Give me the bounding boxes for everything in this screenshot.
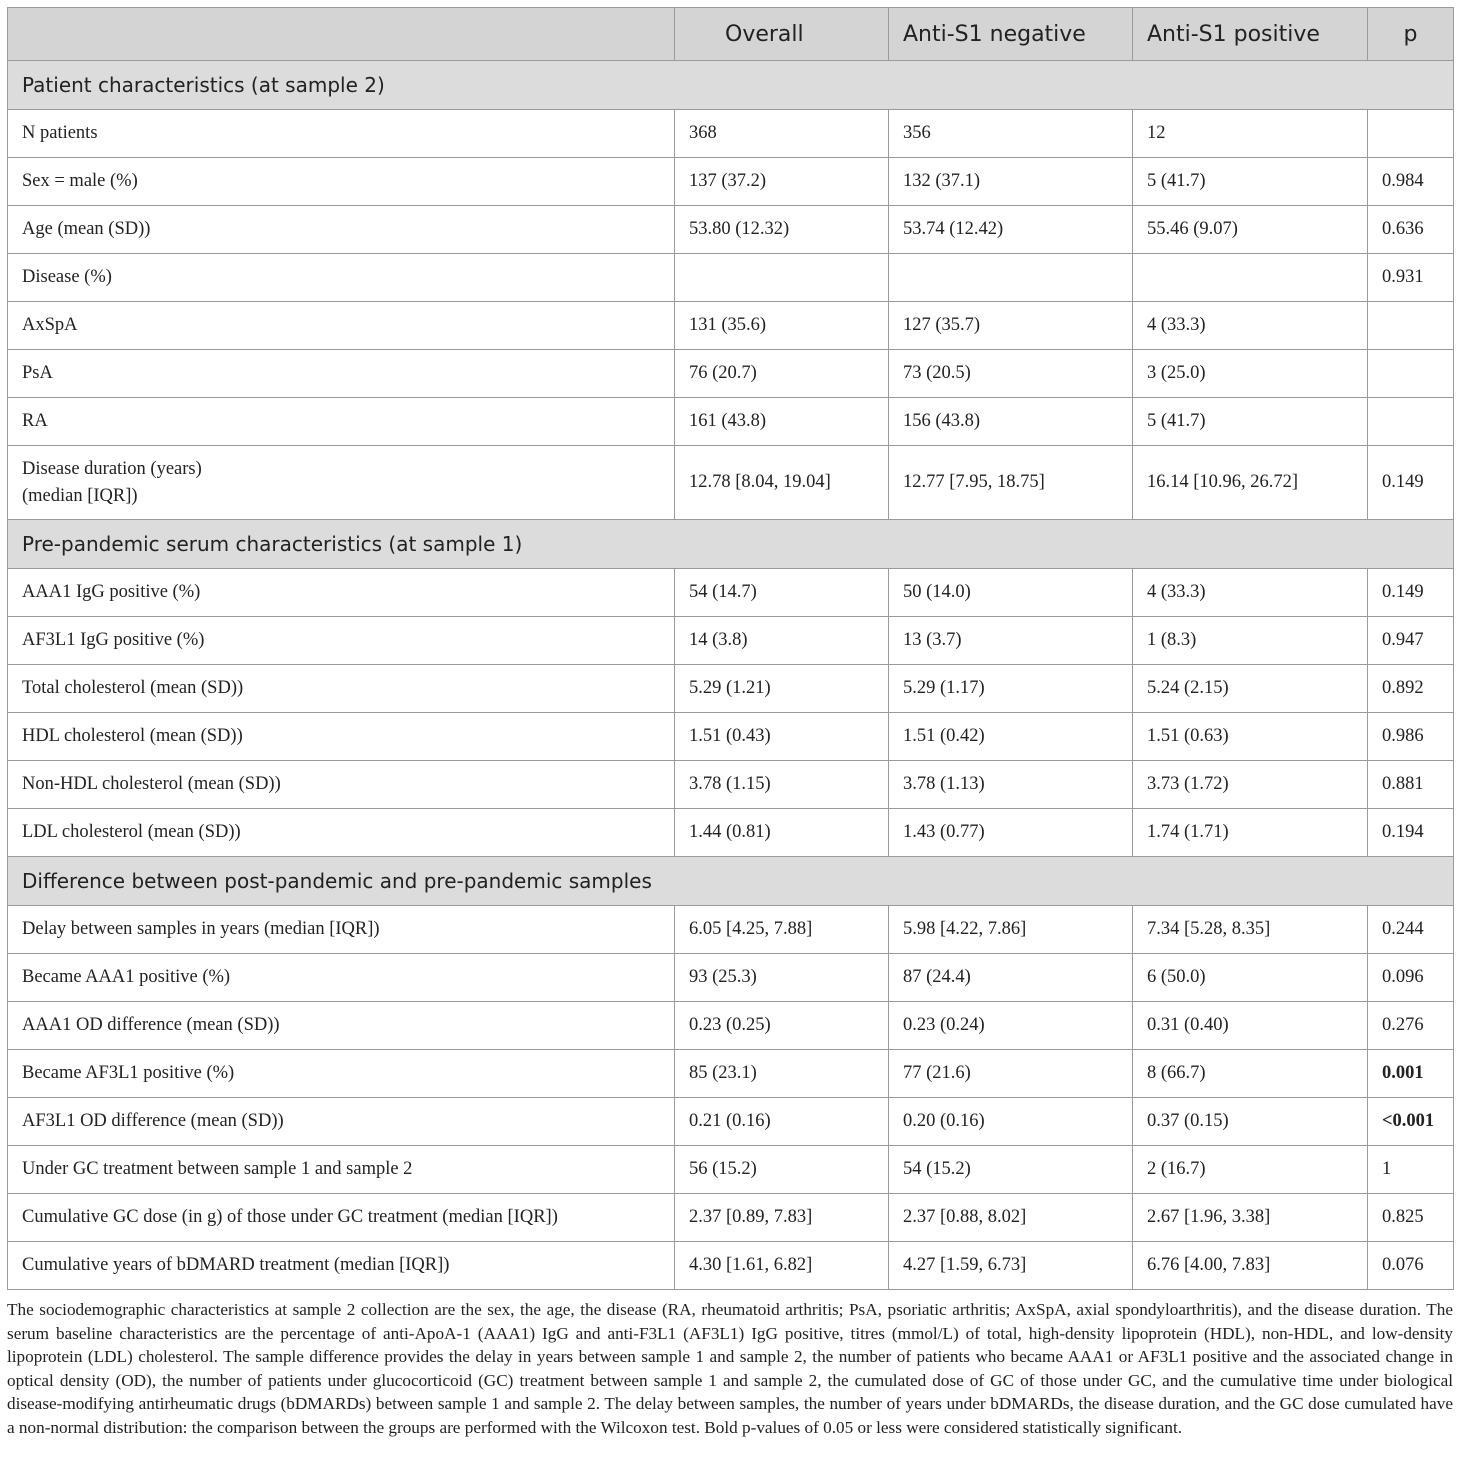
row-label: LDL cholesterol (mean (SD)) [8, 809, 675, 857]
cell-overall: 1.51 (0.43) [675, 713, 889, 761]
cell-anti-s1-negative: 87 (24.4) [889, 954, 1133, 1002]
cell-anti-s1-positive: 16.14 [10.96, 26.72] [1133, 446, 1368, 520]
cell-anti-s1-negative: 53.74 (12.42) [889, 206, 1133, 254]
cell-anti-s1-negative: 54 (15.2) [889, 1146, 1133, 1194]
section-header [8, 61, 1454, 110]
section-title: Patient characteristics (at sample 2) [8, 61, 1454, 110]
cell-anti-s1-negative: 156 (43.8) [889, 398, 1133, 446]
table-row [8, 1242, 1454, 1290]
cell-anti-s1-positive: 8 (66.7) [1133, 1050, 1368, 1098]
cell-overall: 5.29 (1.21) [675, 665, 889, 713]
table-row [8, 809, 1454, 857]
characteristics-table [7, 7, 1454, 1290]
row-label: Age (mean (SD)) [8, 206, 675, 254]
cell-p-value: 0.931 [1368, 254, 1454, 302]
cell-p-value: 1 [1368, 1146, 1454, 1194]
row-label: HDL cholesterol (mean (SD)) [8, 713, 675, 761]
cell-overall: 93 (25.3) [675, 954, 889, 1002]
row-label: Under GC treatment between sample 1 and sample 2 [8, 1146, 675, 1194]
cell-overall: 85 (23.1) [675, 1050, 889, 1098]
cell-anti-s1-negative: 0.23 (0.24) [889, 1002, 1133, 1050]
row-label: Disease (%) [8, 254, 675, 302]
table-row [8, 1098, 1454, 1146]
cell-p-value: 0.149 [1368, 446, 1454, 520]
cell-p-value [1368, 350, 1454, 398]
cell-p-value: 0.096 [1368, 954, 1454, 1002]
cell-p-value: 0.986 [1368, 713, 1454, 761]
cell-p-value: 0.194 [1368, 809, 1454, 857]
cell-overall: 14 (3.8) [675, 617, 889, 665]
cell-anti-s1-negative: 132 (37.1) [889, 158, 1133, 206]
table-row [8, 398, 1454, 446]
table-footnote: The sociodemographic characteristics at sample 2 collection are the sex, the age, the disease (RA, rheumatoid arthritis; PsA, psoriatic arthritis; AxSpA, axial spondyloarthritis), and the disease duration. The serum baseline characteristics are the percentage of anti-ApoA-1 (AAA1) IgG and anti-F3L1 (AF3L1) IgG positive, titres (mmol/L) of total, high-density lipoprotein (HDL), non-HDL, and low-density lipoprotein (LDL) cholesterol. The sample difference provides the delay in years between sample 1 and sample 2, the number of patients who became AAA1 or AF3L1 positive and the associated change in optical density (OD), the number of patients under glucocorticoid (GC) treatment between sample 1 and sample 2, the cumulated dose of GC of those under GC, and the cumulative time under biological disease-modifying antirheumatic drugs (bDMARDs) between sample 1 and sample 2. The delay between samples, the number of years under bDMARDs, the disease duration, and the GC dose cumulated have a non-normal distribution: the comparison between the groups are performed with the Wilcoxon test. Bold p-values of 0.05 or less were considered statistically significant. [7, 1300, 1453, 1437]
cell-p-value [1368, 110, 1454, 158]
cell-overall: 1.44 (0.81) [675, 809, 889, 857]
cell-p-value: 0.881 [1368, 761, 1454, 809]
table-row [8, 1050, 1454, 1098]
cell-anti-s1-negative: 77 (21.6) [889, 1050, 1133, 1098]
table-row [8, 569, 1454, 617]
cell-p-value: 0.636 [1368, 206, 1454, 254]
row-label: AAA1 OD difference (mean (SD)) [8, 1002, 675, 1050]
cell-overall: 131 (35.6) [675, 302, 889, 350]
header-p: p [1368, 8, 1454, 61]
table-body [8, 61, 1454, 1290]
table-row [8, 617, 1454, 665]
cell-anti-s1-positive: 1.74 (1.71) [1133, 809, 1368, 857]
row-label: Cumulative GC dose (in g) of those under GC treatment (median [IQR]) [8, 1194, 675, 1242]
cell-overall: 3.78 (1.15) [675, 761, 889, 809]
cell-p-value: 0.149 [1368, 569, 1454, 617]
table-row [8, 302, 1454, 350]
section-title: Difference between post-pandemic and pre-pandemic samples [8, 857, 1454, 906]
cell-overall: 54 (14.7) [675, 569, 889, 617]
cell-p-value: 0.825 [1368, 1194, 1454, 1242]
table-row [8, 350, 1454, 398]
table-row [8, 1002, 1454, 1050]
table-row [8, 446, 1454, 520]
cell-p-value: 0.892 [1368, 665, 1454, 713]
table-row [8, 110, 1454, 158]
cell-anti-s1-negative: 1.51 (0.42) [889, 713, 1133, 761]
row-label: RA [8, 398, 675, 446]
row-label: Sex = male (%) [8, 158, 675, 206]
cell-overall: 368 [675, 110, 889, 158]
section-title: Pre-pandemic serum characteristics (at sample 1) [8, 520, 1454, 569]
row-label [8, 446, 675, 520]
header-row [8, 8, 1454, 61]
cell-p-value: 0.947 [1368, 617, 1454, 665]
cell-p-value [1368, 302, 1454, 350]
cell-anti-s1-negative [889, 254, 1133, 302]
cell-anti-s1-negative: 50 (14.0) [889, 569, 1133, 617]
row-label: Non-HDL cholesterol (mean (SD)) [8, 761, 675, 809]
cell-anti-s1-negative: 4.27 [1.59, 6.73] [889, 1242, 1133, 1290]
cell-anti-s1-positive: 2 (16.7) [1133, 1146, 1368, 1194]
cell-anti-s1-positive: 5 (41.7) [1133, 398, 1368, 446]
row-label: Cumulative years of bDMARD treatment (median [IQR]) [8, 1242, 675, 1290]
cell-overall: 0.23 (0.25) [675, 1002, 889, 1050]
cell-anti-s1-positive: 3.73 (1.72) [1133, 761, 1368, 809]
cell-anti-s1-positive: 5 (41.7) [1133, 158, 1368, 206]
row-label: PsA [8, 350, 675, 398]
table-row [8, 1194, 1454, 1242]
cell-overall: 56 (15.2) [675, 1146, 889, 1194]
cell-overall: 53.80 (12.32) [675, 206, 889, 254]
cell-anti-s1-negative: 12.77 [7.95, 18.75] [889, 446, 1133, 520]
table-figure [7, 7, 1453, 1439]
section-header [8, 520, 1454, 569]
cell-anti-s1-positive: 3 (25.0) [1133, 350, 1368, 398]
cell-p-value: 0.984 [1368, 158, 1454, 206]
cell-p-value: 0.001 [1368, 1050, 1454, 1098]
cell-anti-s1-negative: 2.37 [0.88, 8.02] [889, 1194, 1133, 1242]
row-label: AF3L1 IgG positive (%) [8, 617, 675, 665]
cell-anti-s1-positive: 0.31 (0.40) [1133, 1002, 1368, 1050]
cell-anti-s1-negative: 356 [889, 110, 1133, 158]
row-label: N patients [8, 110, 675, 158]
row-label-line1: Disease duration (years) [22, 458, 202, 479]
cell-overall [675, 254, 889, 302]
cell-p-value: 0.276 [1368, 1002, 1454, 1050]
cell-anti-s1-positive: 4 (33.3) [1133, 569, 1368, 617]
header-anti-s1-positive: Anti-S1 positive [1133, 8, 1368, 61]
cell-anti-s1-negative: 13 (3.7) [889, 617, 1133, 665]
table-row [8, 954, 1454, 1002]
cell-anti-s1-positive: 55.46 (9.07) [1133, 206, 1368, 254]
cell-anti-s1-positive: 4 (33.3) [1133, 302, 1368, 350]
cell-anti-s1-positive [1133, 254, 1368, 302]
cell-anti-s1-negative: 0.20 (0.16) [889, 1098, 1133, 1146]
cell-anti-s1-positive: 2.67 [1.96, 3.38] [1133, 1194, 1368, 1242]
table-row [8, 665, 1454, 713]
cell-anti-s1-positive: 12 [1133, 110, 1368, 158]
cell-anti-s1-positive: 0.37 (0.15) [1133, 1098, 1368, 1146]
cell-p-value: 0.244 [1368, 906, 1454, 954]
cell-p-value [1368, 398, 1454, 446]
cell-overall: 76 (20.7) [675, 350, 889, 398]
row-label: AF3L1 OD difference (mean (SD)) [8, 1098, 675, 1146]
table-row [8, 206, 1454, 254]
cell-overall: 4.30 [1.61, 6.82] [675, 1242, 889, 1290]
table-row [8, 761, 1454, 809]
cell-anti-s1-negative: 5.29 (1.17) [889, 665, 1133, 713]
header-overall: Overall [675, 8, 889, 61]
cell-overall: 12.78 [8.04, 19.04] [675, 446, 889, 520]
row-label: Became AAA1 positive (%) [8, 954, 675, 1002]
cell-anti-s1-positive: 6 (50.0) [1133, 954, 1368, 1002]
table-row [8, 1146, 1454, 1194]
cell-anti-s1-negative: 73 (20.5) [889, 350, 1133, 398]
cell-anti-s1-positive: 6.76 [4.00, 7.83] [1133, 1242, 1368, 1290]
cell-overall: 0.21 (0.16) [675, 1098, 889, 1146]
table-row [8, 254, 1454, 302]
table-row [8, 906, 1454, 954]
row-label: Became AF3L1 positive (%) [8, 1050, 675, 1098]
cell-anti-s1-positive: 5.24 (2.15) [1133, 665, 1368, 713]
cell-anti-s1-positive: 1 (8.3) [1133, 617, 1368, 665]
cell-p-value: 0.076 [1368, 1242, 1454, 1290]
cell-p-value: <0.001 [1368, 1098, 1454, 1146]
cell-overall: 137 (37.2) [675, 158, 889, 206]
cell-overall: 161 (43.8) [675, 398, 889, 446]
row-label-line2: (median [IQR]) [22, 485, 138, 506]
header-label-column [8, 8, 675, 61]
cell-anti-s1-negative: 3.78 (1.13) [889, 761, 1133, 809]
row-label: AxSpA [8, 302, 675, 350]
row-label: Delay between samples in years (median [IQR]) [8, 906, 675, 954]
section-header [8, 857, 1454, 906]
row-label: AAA1 IgG positive (%) [8, 569, 675, 617]
table-row [8, 158, 1454, 206]
cell-anti-s1-negative: 127 (35.7) [889, 302, 1133, 350]
cell-overall: 6.05 [4.25, 7.88] [675, 906, 889, 954]
cell-anti-s1-negative: 1.43 (0.77) [889, 809, 1133, 857]
cell-anti-s1-positive: 1.51 (0.63) [1133, 713, 1368, 761]
row-label: Total cholesterol (mean (SD)) [8, 665, 675, 713]
cell-anti-s1-positive: 7.34 [5.28, 8.35] [1133, 906, 1368, 954]
cell-overall: 2.37 [0.89, 7.83] [675, 1194, 889, 1242]
header-anti-s1-negative: Anti-S1 negative [889, 8, 1133, 61]
cell-anti-s1-negative: 5.98 [4.22, 7.86] [889, 906, 1133, 954]
table-row [8, 713, 1454, 761]
